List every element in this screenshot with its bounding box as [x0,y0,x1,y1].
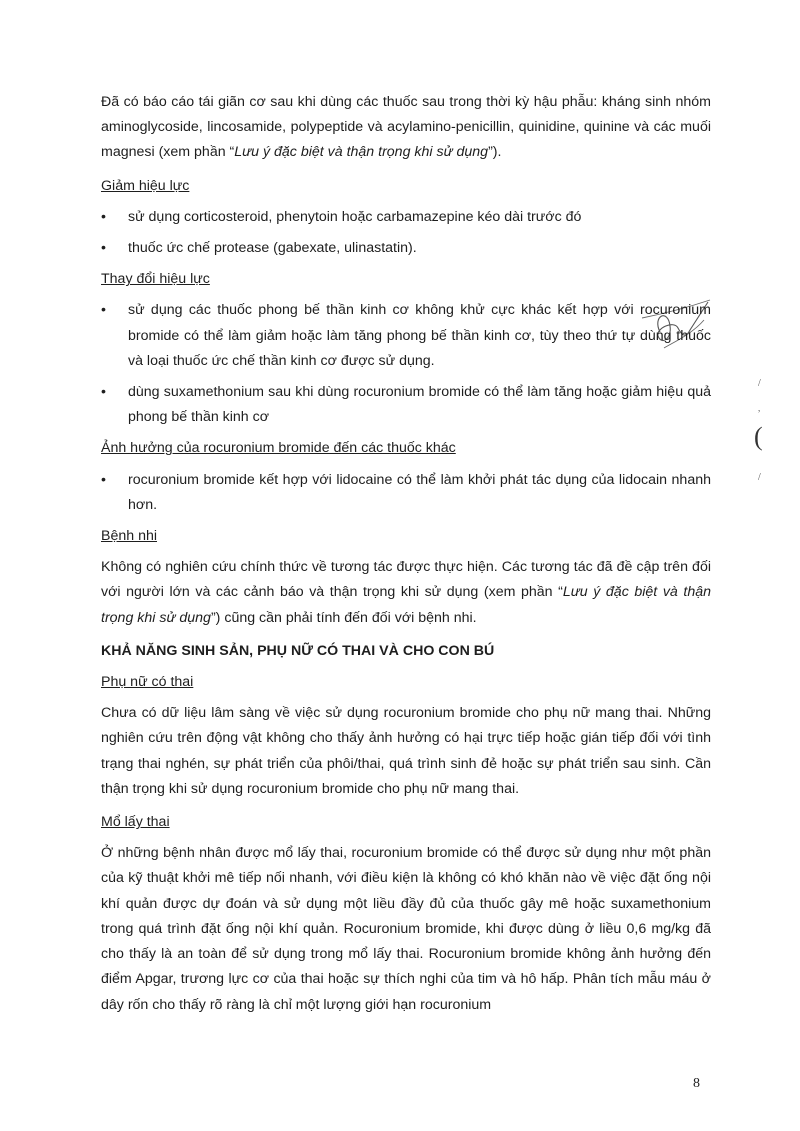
bullet-icon: • [101,384,106,401]
italic-reference: Lưu ý đặc biệt và thận trọng khi sử dụng [101,584,712,626]
subheading-pediatric: Bệnh nhi [101,528,158,545]
decreased-effect-list [101,205,711,261]
subheading-changed-effect: Thay đổi hiệu lực [101,271,210,288]
list-item: • rocuronium bromide kết hợp với lidocaine có thể làm khởi phát tác dụng của lidocain nhanh hơn. [101,468,711,518]
page-number: 8 [693,1076,700,1091]
list-item: • sử dụng corticosteroid, phenytoin hoặc carbamazepine kéo dài trước đó [101,205,711,230]
bullet-icon: • [101,208,106,225]
bullet-icon: • [101,240,106,257]
effect-on-other-drugs-list [101,468,711,518]
margin-mark: / [758,378,761,389]
bullet-icon: • [101,302,106,319]
list-item: • thuốc ức chế protease (gabexate, ulinastatin). [101,236,711,261]
subheading-pregnancy: Phụ nữ có thai [101,674,194,691]
pediatric-paragraph: Không có nghiên cứu chính thức về tương tác được thực hiện. Các tương tác đã đề cập trên đối với người lớn và các cảnh báo và thận trọng khi sử dụng (xem phần “Lưu ý đặc biệt và thận trọng khi sử dụng”) cũng cần phải tính đến đối với bệnh nhi. [101,559,712,626]
subheading-caesarean: Mổ lấy thai [101,814,170,831]
italic-reference: Lưu ý đặc biệt và thận trọng khi sử dụng [234,144,489,161]
margin-mark: , [758,403,761,413]
margin-mark: ( [754,422,763,451]
intro-paragraph: Đã có báo cáo tái giãn cơ sau khi dùng các thuốc sau trong thời kỳ hậu phẫu: kháng sinh nhóm aminoglycoside, lincosamide, polypeptide và acylamino-penicillin, quinidine, quinine và các muối magnesi (xem phần “Lưu ý đặc biệt và thận trọng khi sử dụng”). [101,94,711,161]
margin-mark: / [758,472,761,483]
subheading-effect-on-other-drugs: Ảnh hưởng của rocuronium bromide đến các thuốc khác [101,440,456,457]
bullet-icon: • [101,471,106,488]
list-item: • sử dụng các thuốc phong bế thần kinh cơ không khử cực khác kết hợp với rocuronium bromide có thể làm giảm hoặc làm tăng phong bế thần kinh cơ, tùy theo thứ tự dùng thuốc và loại thuốc ức chế thần kinh cơ được sử dụng. [101,298,711,374]
caesarean-paragraph: Ở những bệnh nhân được mổ lấy thai, rocuronium bromide có thể được sử dụng như một phần của kỹ thuật khởi mê tiếp nối nhanh, với điều kiện là không có khó khăn nào về việc đặt ống nội khí quản được dự đoán và sử dụng một liều đầy đủ của thuốc gây mê hoặc suxamethonium trong quá trình đặt ống nội khí quản. Rocuronium bromide, khi được dùng ở liều 0,6 mg/kg đã cho thấy là an toàn để sử dụng trong mổ lấy thai. Rocuronium bromide không ảnh hưởng đến điểm Apgar, trương lực cơ của thai hoặc sự thích nghi của tim và hô hấp. Phân tích mẫu máu ở dây rốn cho thấy rõ ràng là chỉ một lượng giới hạn rocuronium [101,845,711,1013]
changed-effect-list [101,298,711,430]
section-heading: KHẢ NĂNG SINH SẢN, PHỤ NỮ CÓ THAI VÀ CHO CON BÚ [101,642,495,659]
subheading-decreased-effect: Giảm hiệu lực [101,177,190,194]
pregnancy-paragraph: Chưa có dữ liệu lâm sàng về việc sử dụng rocuronium bromide cho phụ nữ mang thai. Những nghiên cứu trên động vật không cho thấy ảnh hưởng có hại trực tiếp hoặc gián tiếp đối với tình trạng thai nghén, sự phát triển của phôi/thai, quá trình sinh đẻ hoặc sự phát triển sau sinh. Cần thận trọng khi sử dụng rocuronium bromide cho phụ nữ mang thai. [101,705,711,797]
list-item: • dùng suxamethonium sau khi dùng rocuronium bromide có thể làm tăng hoặc giảm hiệu quả phong bế thần kinh cơ [101,380,711,430]
document-body [101,90,711,1026]
